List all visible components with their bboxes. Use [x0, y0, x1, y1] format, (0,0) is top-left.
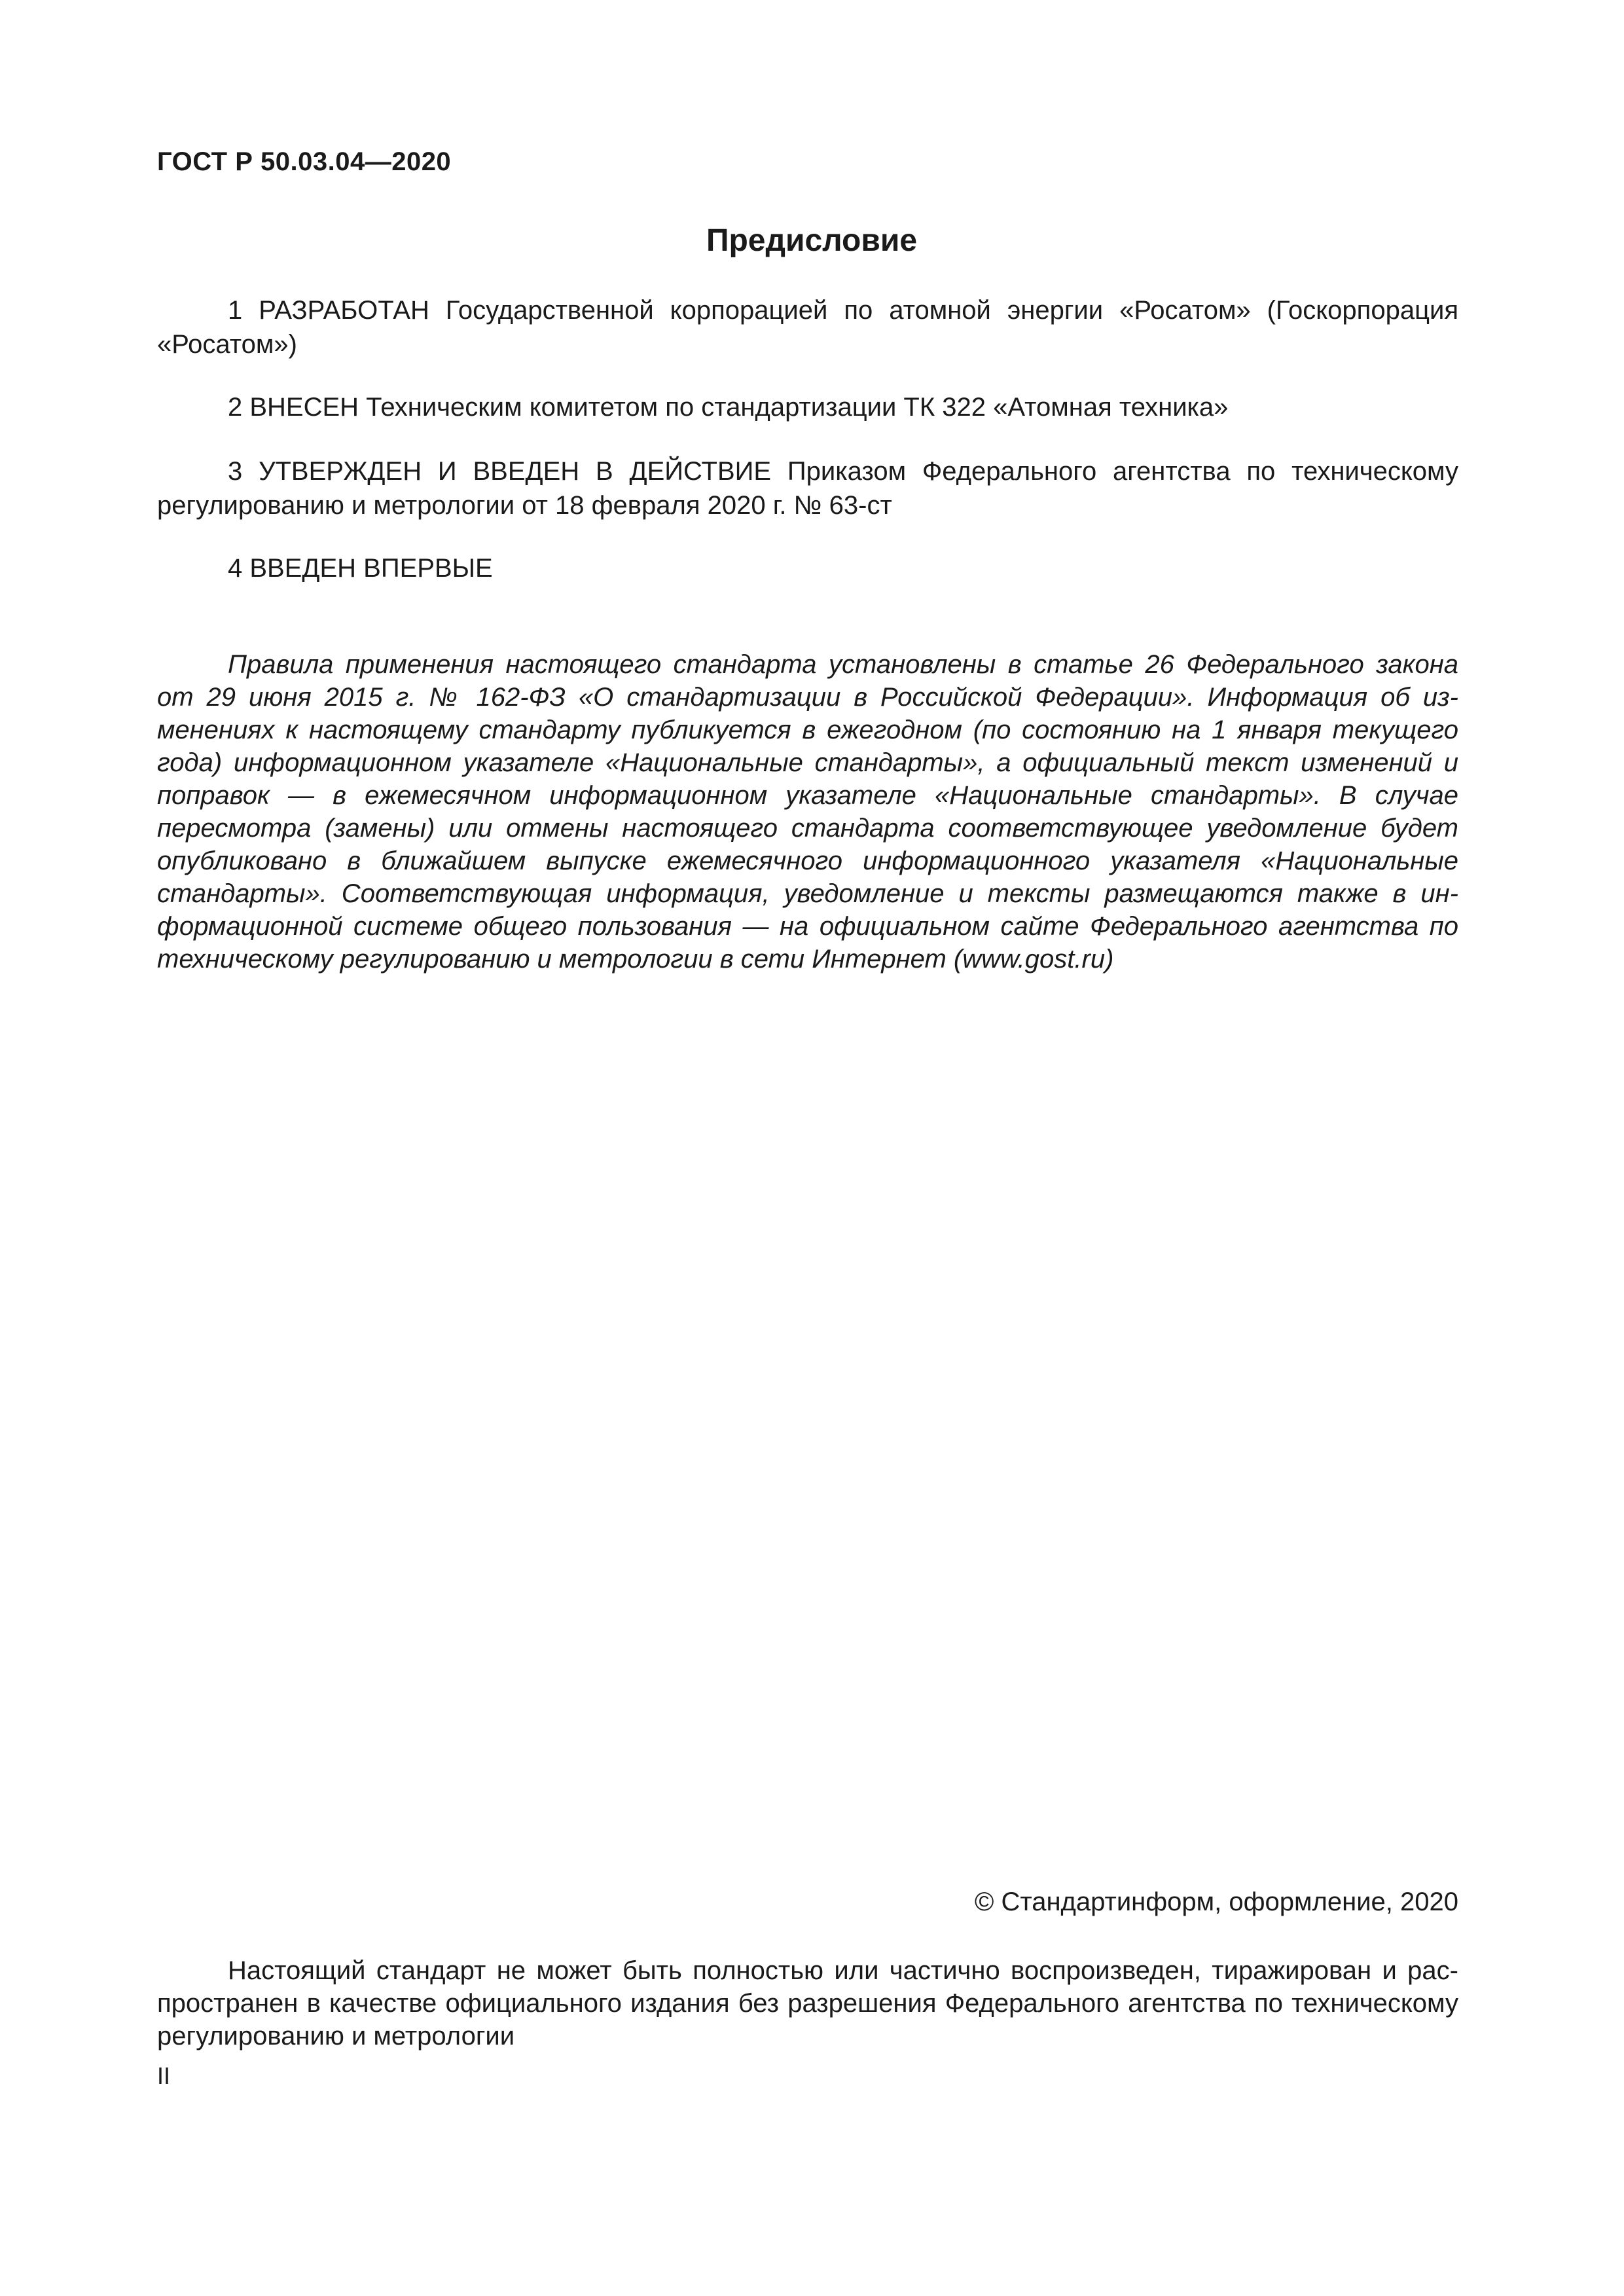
page-title: Предисловие	[706, 223, 918, 258]
application-rules-notice: Правила применения настоящего стандарта установлены в статье 26 Федерального закона от 29 июня 2015 г. № 162-ФЗ «О стандартизации в Российской Федерации». Информация об изменениях к настоящему стандарту публикуется в ежегодном (по состоянию на 1 января текущего года) информационном указателе «Национальные стандарты», а официальный текст изменений и поправок — в ежемесячном информационном указателе «Национальные стандарты». В случае пересмотра (замены) или отмены настоящего стандарта соответствующее уведомление будет опубликовано в ближайшем выпуске ежемесячного информационного указателя «Национальные стандарты». Соответствующая информация, уведомление и тексты размещаются также в информационной системе общего пользования — на официальном сайте Федерального агентства по техническому регулированию и метрологии в сети Интернет (www.gost.ru)	[157, 650, 1458, 974]
copyright-line: © Стандартинформ, оформление, 2020	[974, 1887, 1458, 1916]
page-number: II	[157, 2062, 171, 2089]
foreword-item-developed: 1 РАЗРАБОТАН Государственной корпорацией по атомной энергии «Росатом» (Госкорпорация «Росатом»)	[157, 296, 1458, 359]
foreword-item-submitted: 2 ВНЕСЕН Техническим комитетом по стандартизации ТК 322 «Атомная техника»	[228, 393, 1229, 422]
foreword-item-introduced: 4 ВВЕДЕН ВПЕРВЫЕ	[228, 554, 493, 583]
foreword-item-approved: 3 УТВЕРЖДЕН И ВВЕДЕН В ДЕЙСТВИЕ Приказом Федерального агентства по техническому регулированию и метрологии от 18 февраля 2020 г. № 63-ст	[157, 457, 1458, 520]
standard-code: ГОСТ Р 50.03.04—2020	[157, 147, 452, 176]
reproduction-disclaimer: Настоящий стандарт не может быть полностью или частично воспроизведен, тиражирован и распространен в качестве официального издания без разрешения Федерального агентства по техническому регулированию и метрологии	[157, 1956, 1458, 2050]
